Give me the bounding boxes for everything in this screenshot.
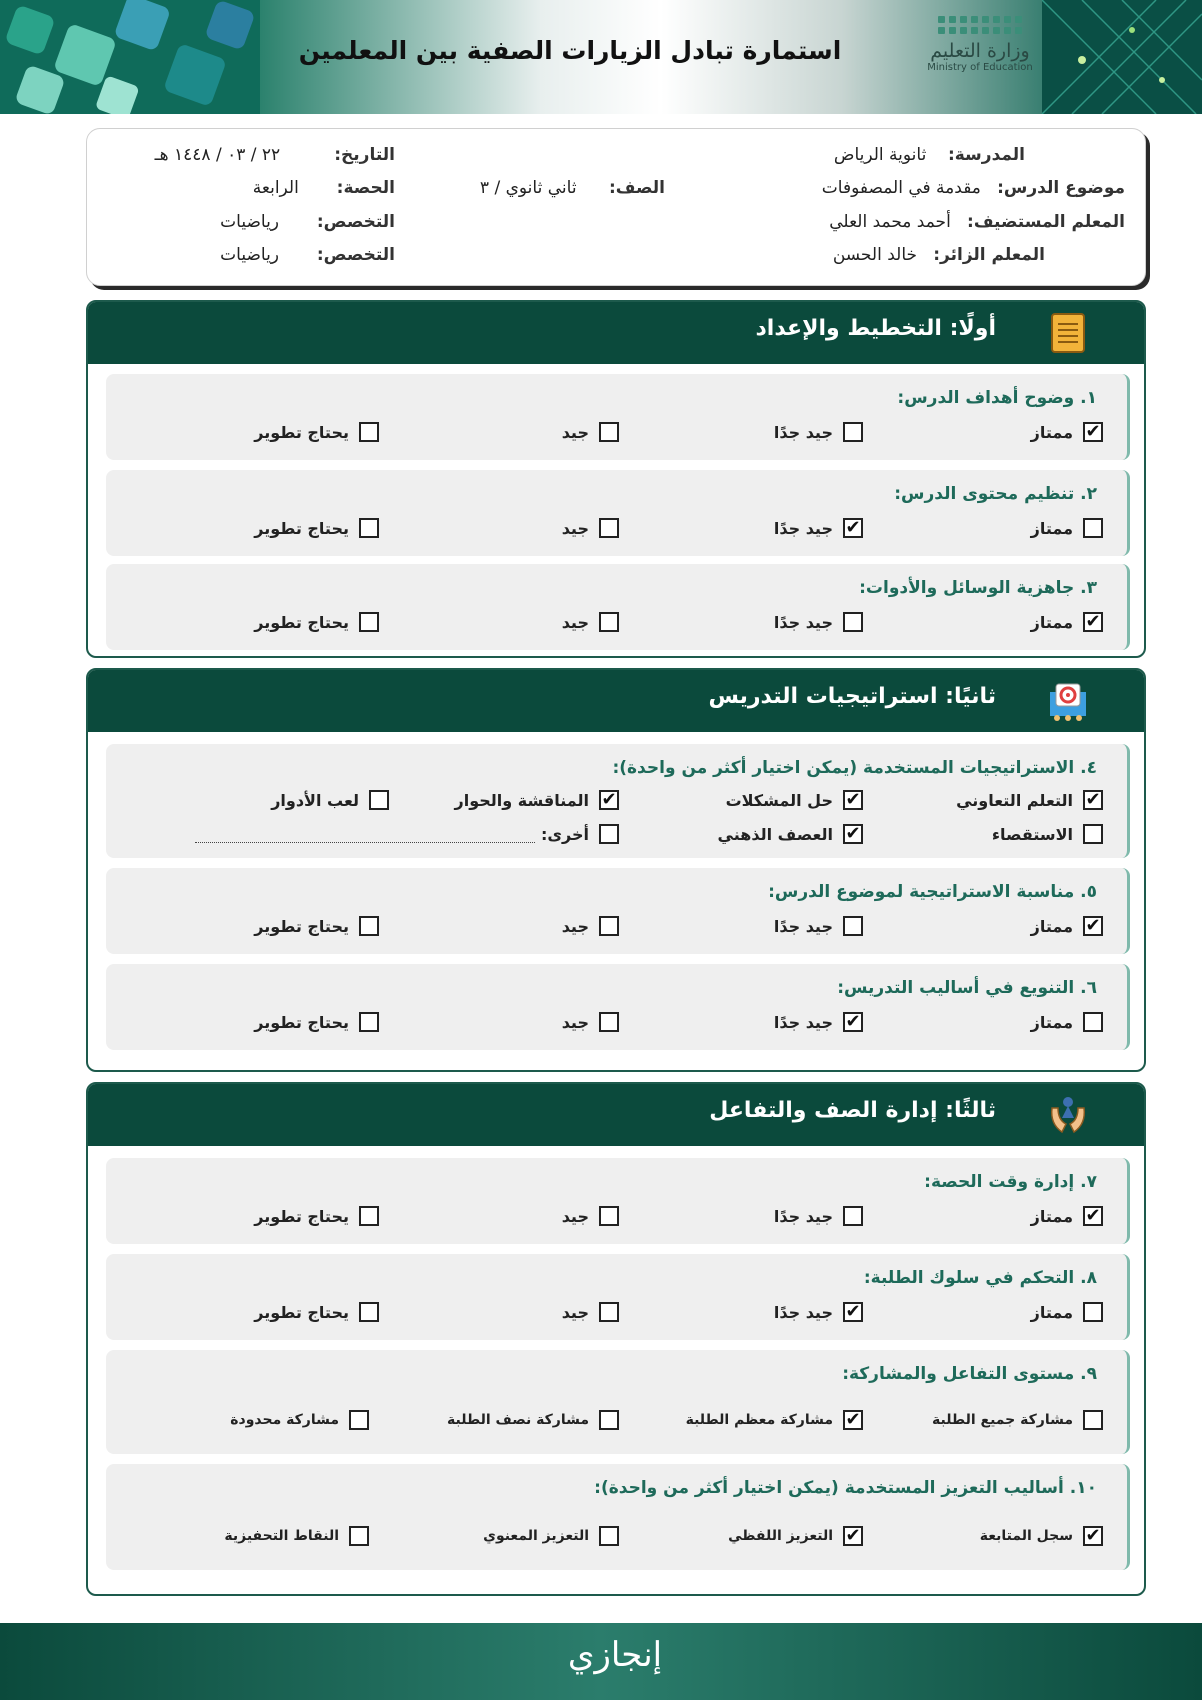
checkbox[interactable]: ✔ [1083, 422, 1103, 442]
checkbox[interactable]: ✔ [843, 1410, 863, 1430]
question-title: ٧. إدارة وقت الحصة: [924, 1172, 1097, 1192]
question-8 [106, 1254, 1130, 1340]
rating-option[interactable]: جيد [562, 1206, 619, 1226]
question-4 [106, 744, 1130, 858]
checkbox[interactable]: ✔ [843, 1302, 863, 1322]
checkbox[interactable] [599, 518, 619, 538]
section-header [88, 302, 1144, 364]
rating-option[interactable]: يحتاج تطوير [254, 612, 379, 632]
rating-option[interactable]: جيد جدًا [774, 422, 863, 442]
checkbox[interactable] [599, 1012, 619, 1032]
injazi-logo: إنجازي [567, 1635, 663, 1675]
question-title: ٥. مناسبة الاستراتيجية لموضوع الدرس: [768, 882, 1097, 902]
question-title: ٩. مستوى التفاعل والمشاركة: [842, 1364, 1097, 1384]
question-3 [106, 564, 1130, 650]
question-9 [106, 1350, 1130, 1454]
header-pattern-right [1042, 0, 1202, 114]
checkbox[interactable]: ✔ [1083, 1526, 1103, 1546]
participation-option[interactable]: مشاركة محدودة [230, 1410, 369, 1430]
header-pattern-left [0, 0, 260, 114]
rating-option[interactable]: ✔ جيد جدًا [774, 518, 863, 538]
question-title: ١٠. أساليب التعزيز المستخدمة (يمكن اختيار أكثر من واحدة): [594, 1478, 1097, 1498]
notebook-icon [1048, 312, 1088, 354]
checkbox[interactable]: ✔ [843, 518, 863, 538]
date-field: التاريخ: ٢٢ / ٠٣ / ١٤٤٨ هـ [154, 145, 395, 165]
checkbox[interactable]: ✔ [1083, 916, 1103, 936]
topic-value: مقدمة في المصفوفات [821, 178, 981, 198]
checkbox[interactable]: ✔ [1083, 790, 1103, 810]
rating-option[interactable]: يحتاج تطوير [254, 422, 379, 442]
checkbox[interactable] [359, 1206, 379, 1226]
rating-option[interactable]: جيد [562, 916, 619, 936]
rating-option[interactable]: جيد [562, 612, 619, 632]
rating-option[interactable]: ✔ ممتاز [1031, 612, 1103, 632]
checkbox[interactable] [599, 612, 619, 632]
visit-info-card [86, 128, 1146, 286]
checkbox[interactable] [359, 916, 379, 936]
checkbox[interactable] [359, 1302, 379, 1322]
period-value: الرابعة [252, 178, 299, 198]
grade-value: ثاني ثانوي / ٣ [479, 178, 577, 198]
question-title: ٢. تنظيم محتوى الدرس: [894, 484, 1097, 504]
visitor-teacher-value: خالد الحسن [832, 245, 918, 265]
page-footer [0, 1623, 1202, 1700]
strategy-option[interactable]: ✔ العصف الذهني [718, 824, 863, 844]
question-6 [106, 964, 1130, 1050]
checkbox[interactable] [1083, 1012, 1103, 1032]
checkbox[interactable] [599, 1206, 619, 1226]
host-teacher-field: المعلم المستضيف: أحمد محمد العلي [829, 212, 1125, 232]
rating-option[interactable]: ممتاز [1031, 518, 1103, 538]
rating-option[interactable]: ممتاز [1031, 1012, 1103, 1032]
question-5 [106, 868, 1130, 954]
specialty-field-2: التخصص: رياضيات [220, 245, 395, 265]
checkbox[interactable] [1083, 824, 1103, 844]
section-title: أولًا: التخطيط والإعداد [755, 316, 996, 341]
date-value: ٢٢ / ٠٣ / ١٤٤٨ هـ [154, 145, 281, 165]
participation-option[interactable]: مشاركة نصف الطلبة [447, 1410, 619, 1430]
participation-option[interactable]: مشاركة جميع الطلبة [932, 1410, 1103, 1430]
question-title: ٨. التحكم في سلوك الطلبة: [863, 1268, 1097, 1288]
visitor-teacher-field: المعلم الزائر: خالد الحسن [832, 245, 1045, 265]
handshake-icon [1048, 1094, 1088, 1136]
section-header [88, 1084, 1144, 1146]
reinforcement-option[interactable]: التعزيز المعنوي [483, 1526, 619, 1546]
rating-option[interactable]: جيد [562, 1012, 619, 1032]
checkbox[interactable] [843, 916, 863, 936]
question-title: ٣. جاهزية الوسائل والأدوات: [859, 578, 1097, 598]
school-value: ثانوية الرياض [833, 145, 927, 165]
reinforcement-option[interactable]: ✔ سجل المتابعة [980, 1526, 1103, 1546]
rating-option[interactable]: ممتاز [1031, 1302, 1103, 1322]
checkbox[interactable] [1083, 1302, 1103, 1322]
checkbox[interactable] [359, 612, 379, 632]
participation-option[interactable]: ✔ مشاركة معظم الطلبة [686, 1410, 863, 1430]
rating-option[interactable]: جيد جدًا [774, 612, 863, 632]
topic-field: موضوع الدرس: مقدمة في المصفوفات [821, 178, 1125, 198]
checkbox[interactable] [349, 1526, 369, 1546]
checkbox[interactable] [599, 1410, 619, 1430]
checkbox[interactable] [599, 1302, 619, 1322]
section-strategies [86, 668, 1146, 1072]
checkbox[interactable] [369, 790, 389, 810]
checkbox[interactable] [843, 1206, 863, 1226]
checkbox[interactable] [599, 1526, 619, 1546]
rating-option[interactable]: يحتاج تطوير [254, 1206, 379, 1226]
checkbox[interactable]: ✔ [843, 790, 863, 810]
checkbox[interactable] [359, 1012, 379, 1032]
rating-option[interactable]: يحتاج تطوير [254, 518, 379, 538]
rating-option[interactable]: يحتاج تطوير [254, 1302, 379, 1322]
specialty-value-2: رياضيات [220, 245, 280, 265]
checkbox[interactable] [843, 612, 863, 632]
strategy-option[interactable]: الاستقصاء [992, 824, 1103, 844]
rating-option[interactable]: جيد جدًا [774, 916, 863, 936]
section-title: ثالثًا: إدارة الصف والتفاعل [709, 1098, 996, 1123]
checkbox[interactable]: ✔ [1083, 1206, 1103, 1226]
host-teacher-value: أحمد محمد العلي [829, 212, 951, 232]
rating-option[interactable]: ✔ ممتاز [1031, 422, 1103, 442]
rating-option[interactable]: ✔ جيد جدًا [774, 1302, 863, 1322]
checkbox[interactable] [599, 422, 619, 442]
rating-option[interactable]: يحتاج تطوير [254, 1012, 379, 1032]
checkbox[interactable] [1083, 518, 1103, 538]
checkbox[interactable]: ✔ [1083, 612, 1103, 632]
form-title: استمارة تبادل الزيارات الصفية بين المعلمين [298, 36, 842, 65]
strategy-option[interactable]: ✔ المناقشة والحوار [455, 790, 619, 810]
checkbox[interactable]: ✔ [599, 790, 619, 810]
checkbox[interactable] [359, 518, 379, 538]
checkbox[interactable] [1083, 1410, 1103, 1430]
ministry-name-ar: وزارة التعليم [930, 40, 1030, 62]
reinforcement-option[interactable]: ✔ التعزيز اللفظي [728, 1526, 863, 1546]
rating-option[interactable]: جيد جدًا [774, 1206, 863, 1226]
rating-option[interactable]: جيد [562, 422, 619, 442]
strategy-option[interactable]: ✔ حل المشكلات [726, 790, 863, 810]
page-header [0, 0, 1202, 114]
rating-option[interactable]: جيد [562, 1302, 619, 1322]
specialty-field-1: التخصص: رياضيات [220, 212, 395, 232]
checkbox[interactable]: ✔ [843, 1012, 863, 1032]
rating-option[interactable]: ✔ ممتاز [1031, 1206, 1103, 1226]
strategy-option-other[interactable]: أخرى: [541, 824, 619, 844]
checkbox[interactable] [599, 824, 619, 844]
rating-option[interactable]: ✔ ممتاز [1031, 916, 1103, 936]
checkbox[interactable]: ✔ [843, 1526, 863, 1546]
target-board-icon [1048, 680, 1088, 722]
section-classroom-management [86, 1082, 1146, 1596]
other-strategy-input[interactable] [195, 842, 535, 843]
question-title: ١. وضوح أهداف الدرس: [897, 388, 1097, 408]
ministry-logo [900, 12, 1060, 104]
checkbox[interactable]: ✔ [843, 824, 863, 844]
checkbox[interactable] [349, 1410, 369, 1430]
question-2 [106, 470, 1130, 556]
period-field: الحصة: الرابعة [252, 178, 395, 198]
checkbox[interactable] [599, 916, 619, 936]
section-header [88, 670, 1144, 732]
rating-option[interactable]: ✔ جيد جدًا [774, 1012, 863, 1032]
rating-option[interactable]: جيد [562, 518, 619, 538]
reinforcement-option[interactable]: النقاط التحفيزية [224, 1526, 369, 1546]
question-1 [106, 374, 1130, 460]
rating-option[interactable]: يحتاج تطوير [254, 916, 379, 936]
question-10 [106, 1464, 1130, 1570]
strategy-option[interactable]: لعب الأدوار [271, 790, 389, 810]
question-7 [106, 1158, 1130, 1244]
specialty-value-1: رياضيات [220, 212, 280, 232]
grade-field: الصف: ثاني ثانوي / ٣ [479, 178, 665, 198]
ministry-logo-mark [900, 16, 1060, 34]
question-title: ٦. التنويع في أساليب التدريس: [837, 978, 1097, 998]
school-field: المدرسة: ثانوية الرياض [833, 145, 1025, 165]
section-planning [86, 300, 1146, 658]
section-title: ثانيًا: استراتيجيات التدريس [708, 684, 996, 709]
checkbox[interactable] [359, 422, 379, 442]
strategy-option[interactable]: ✔ التعلم التعاوني [956, 790, 1103, 810]
question-title: ٤. الاستراتيجيات المستخدمة (يمكن اختيار أكثر من واحدة): [612, 758, 1097, 778]
ministry-name-en: Ministry of Education [927, 62, 1033, 73]
checkbox[interactable] [843, 422, 863, 442]
